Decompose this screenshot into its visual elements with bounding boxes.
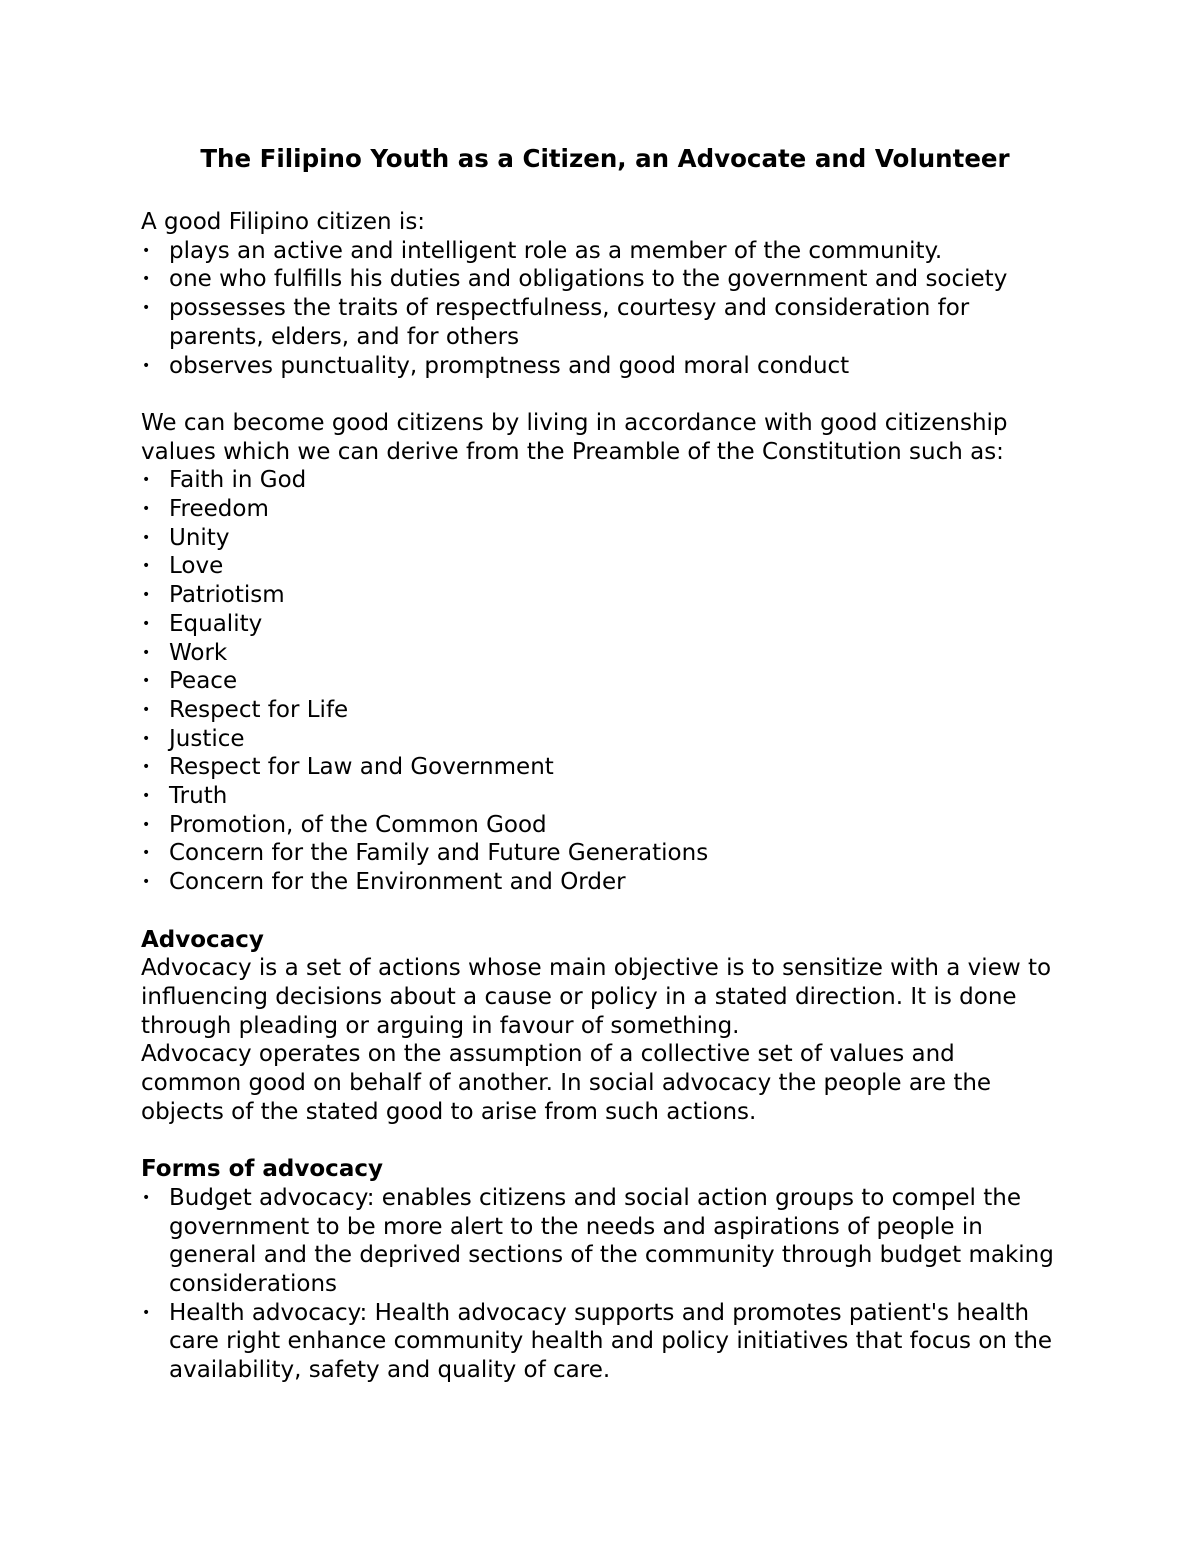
- bullet-icon: •: [142, 615, 151, 632]
- bullet-icon: •: [142, 357, 151, 374]
- bullet-icon: •: [142, 300, 151, 317]
- list-item: • observes punctuality, promptness and good moral conduct: [142, 352, 850, 379]
- bullet-icon: •: [142, 845, 151, 862]
- list-item: • Concern for the Environment and Order: [142, 869, 626, 896]
- bullet-icon: •: [142, 501, 151, 518]
- list-item: • Peace: [142, 668, 238, 695]
- bullet-icon: •: [142, 587, 151, 604]
- advocacy-heading: Advocacy: [141, 926, 264, 953]
- list-item: • one who fulfills his duties and obligations to the government and society: [142, 266, 1008, 293]
- document-page: [141, 142, 1061, 1385]
- list-item: • Respect for Law and Government: [142, 754, 554, 781]
- bullet-icon: •: [142, 529, 151, 546]
- forms-of-advocacy-list: [141, 1184, 1061, 1385]
- bullet-icon: •: [142, 759, 151, 776]
- bullet-icon: •: [142, 788, 151, 805]
- bullet-icon: •: [142, 874, 151, 891]
- list-item: • Freedom: [142, 496, 269, 523]
- list-item: • Promotion, of the Common Good: [142, 811, 547, 838]
- bullet-icon: •: [142, 644, 151, 661]
- citizen-traits-list: [141, 237, 1061, 381]
- list-item: • Equality: [142, 610, 263, 637]
- bullet-icon: •: [142, 701, 151, 718]
- list-item: • possesses the traits of respectfulness, courtesy and consideration for parents, elders, and for others: [142, 295, 970, 350]
- list-item: • Concern for the Family and Future Generations: [142, 840, 709, 867]
- document-title: The Filipino Youth as a Citizen, an Advocate and Volunteer: [200, 144, 1010, 173]
- list-item: • Respect for Life: [142, 696, 349, 723]
- bullet-icon: •: [142, 1304, 151, 1321]
- list-item: • Work: [142, 639, 228, 666]
- list-item: • Patriotism: [142, 582, 285, 609]
- list-item: • Justice: [142, 725, 245, 752]
- forms-heading: Forms of advocacy: [141, 1156, 383, 1183]
- bullet-icon: •: [142, 558, 151, 575]
- advocacy-paragraph-2: Advocacy operates on the assumption of a collective set of values and common good on behalf of another. In social advocacy the people are the objects of the stated good to arise from such actions.: [141, 1041, 992, 1125]
- advocacy-paragraph-1: Advocacy is a set of actions whose main objective is to sensitize with a view to influencing decisions about a cause or policy in a stated direction. It is done through pleading or arguing in favour of something.: [141, 955, 1052, 1039]
- bullet-icon: •: [142, 673, 151, 690]
- bullet-icon: •: [142, 730, 151, 747]
- citizen-intro: A good Filipino citizen is:: [141, 209, 426, 235]
- list-item: • Truth: [142, 783, 228, 810]
- citizenship-values-list: [141, 466, 1061, 897]
- list-item: • Budget advocacy: enables citizens and social action groups to compel the government to be more alert to the needs and aspirations of people in general and the deprived sections of the community through budget making considerations: [142, 1184, 1054, 1297]
- bullet-icon: •: [142, 1189, 151, 1206]
- bullet-icon: •: [142, 472, 151, 489]
- values-intro: We can become good citizens by living in accordance with good citizenship values which we can derive from the Preamble of the Constitution such as:: [141, 409, 1008, 465]
- list-item: • plays an active and intelligent role as a member of the community.: [142, 237, 943, 264]
- bullet-icon: •: [142, 816, 151, 833]
- list-item: • Health advocacy: Health advocacy supports and promotes patient's health care right enhance community health and policy initiatives that focus on the availability, safety and quality of care.: [142, 1299, 1053, 1384]
- bullet-icon: •: [142, 271, 151, 288]
- list-item: • Love: [142, 553, 224, 580]
- bullet-icon: •: [142, 242, 151, 259]
- list-item: • Faith in God: [142, 467, 307, 494]
- list-item: • Unity: [142, 524, 230, 551]
